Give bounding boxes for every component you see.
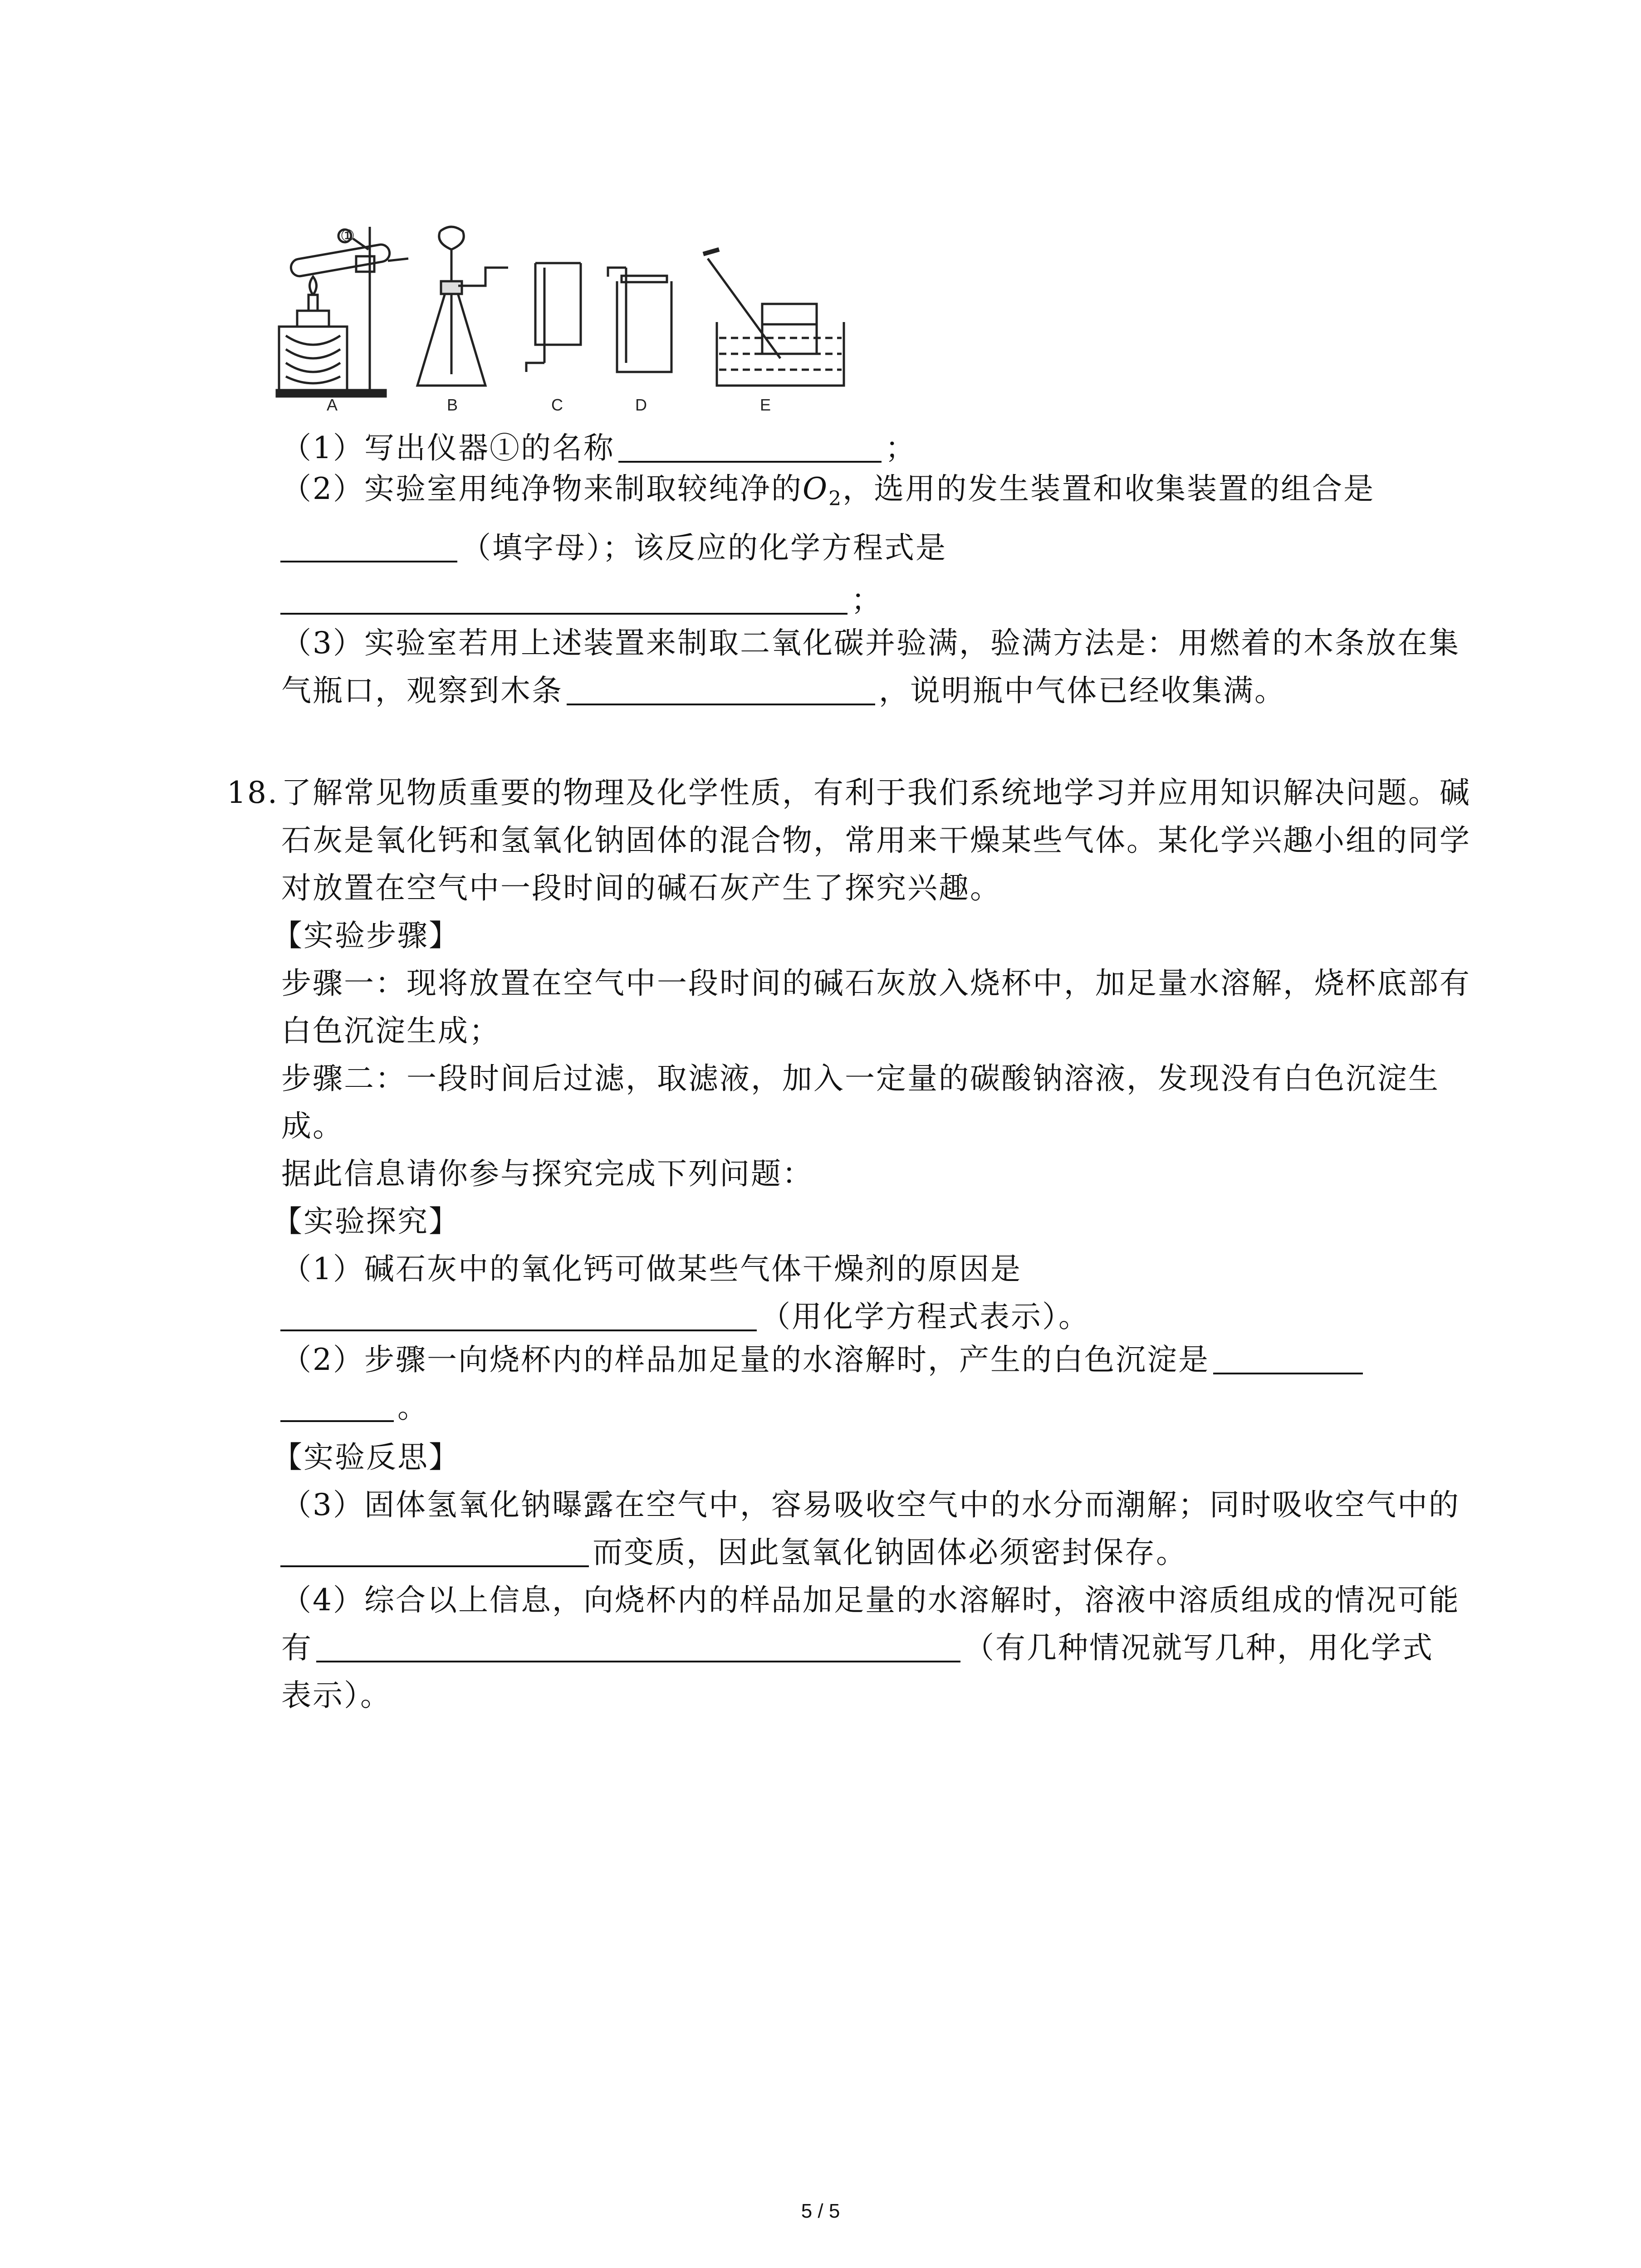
- q18-e2-line1: （2）步骤一向烧杯内的样品加足量的水溶解时，产生的白色沉淀是: [281, 1345, 1367, 1375]
- apparatus-figure: [272, 218, 871, 413]
- answer-blank-6[interactable]: [1213, 1345, 1363, 1374]
- q18-number: 18.: [227, 775, 279, 810]
- step2-line2: 成。: [281, 1109, 344, 1144]
- answer-blank-6-cont[interactable]: [280, 1393, 394, 1422]
- label-e: E: [760, 396, 771, 413]
- q17-part2-line3: ；: [277, 585, 882, 615]
- q18-intro-line2: 石灰是氧化钙和氢氧化钠固体的混合物，常用来干燥某些气体。某化学兴趣小组的同学: [281, 823, 1471, 858]
- q17-part2-line1: （2）实验室用纯净物来制取较纯净的$O_2$，选用的发生装置和收集装置的组合是: [281, 471, 1375, 510]
- q17-part3-line2: 气瓶口，观察到木条 ，说明瓶中气体已经收集满。: [281, 673, 1286, 708]
- answer-blank-3[interactable]: [280, 586, 847, 615]
- q17-part3-line1: （3）实验室若用上述装置来制取二氧化碳并验满，验满方法是：用燃着的木条放在集: [281, 626, 1460, 660]
- q18-e3-line2: 而变质，因此氢氧化钠固体必须密封保存。: [277, 1538, 1187, 1568]
- step2-line1: 步骤二：一段时间后过滤，取滤液，加入一定量的碳酸钠溶液，发现没有白色沉淀生: [281, 1061, 1440, 1096]
- q17-part1: （1）写出仪器①的名称 ；: [281, 430, 916, 465]
- answer-blank-2[interactable]: [280, 533, 457, 562]
- answer-blank-4[interactable]: [567, 676, 875, 705]
- apparatus-c-drawing: [526, 263, 581, 413]
- label-c: C: [551, 396, 563, 413]
- label-a: A: [327, 396, 338, 413]
- step1-line2: 白色沉淀生成；: [281, 1013, 500, 1048]
- oxygen-symbol: O: [803, 471, 829, 506]
- q18-e4-line3: 表示）。: [281, 1678, 392, 1713]
- answer-blank-7[interactable]: [280, 1538, 589, 1567]
- answer-blank-5[interactable]: [280, 1302, 757, 1331]
- page-number: 5 / 5: [801, 2200, 840, 2222]
- q18-e1-line2: （用化学方程式表示）。: [277, 1302, 1090, 1332]
- q18-e2-line2: 。: [277, 1393, 429, 1422]
- apparatus-e-drawing: [703, 249, 844, 413]
- answer-blank-8[interactable]: [316, 1633, 960, 1662]
- label-d: D: [635, 396, 647, 413]
- q18-e3-line1: （3）固体氢氧化钠曝露在空气中，容易吸收空气中的水分而潮解；同时吸收空气中的: [281, 1487, 1460, 1522]
- q18-e4-line1: （4）综合以上信息，向烧杯内的样品加足量的水溶解时，溶液中溶质组成的情况可能: [281, 1583, 1460, 1618]
- apparatus-a-drawing: [277, 226, 408, 413]
- explore-heading: 【实验探究】: [272, 1204, 460, 1239]
- prompt-text: 据此信息请你参与探究完成下列问题：: [281, 1156, 813, 1191]
- q18-e1-line1: （1）碱石灰中的氧化钙可做某些气体干燥剂的原因是: [281, 1251, 1022, 1286]
- q17-part2-line2: （填字母）；该反应的化学方程式是: [277, 533, 947, 563]
- step1-line1: 步骤一：现将放置在空气中一段时间的碱石灰放入烧杯中，加足量水溶解，烧杯底部有: [281, 966, 1471, 1001]
- apparatus-b-drawing: [417, 227, 508, 413]
- q18-intro-line1: 了解常见物质重要的物理及化学性质，有利于我们系统地学习并应用知识解决问题。碱: [281, 775, 1471, 810]
- reflect-heading: 【实验反思】: [272, 1440, 460, 1475]
- answer-blank-1[interactable]: [618, 434, 882, 463]
- q18-intro-line3: 对放置在空气中一段时间的碱石灰产生了探究兴趣。: [281, 870, 1001, 905]
- label-b: B: [447, 396, 458, 413]
- circled-label: ①: [340, 226, 355, 245]
- apparatus-d-drawing: [608, 268, 671, 413]
- q18-e4-line2: 有 （有几种情况就写几种，用化学式: [281, 1630, 1434, 1665]
- steps-heading: 【实验步骤】: [272, 918, 460, 953]
